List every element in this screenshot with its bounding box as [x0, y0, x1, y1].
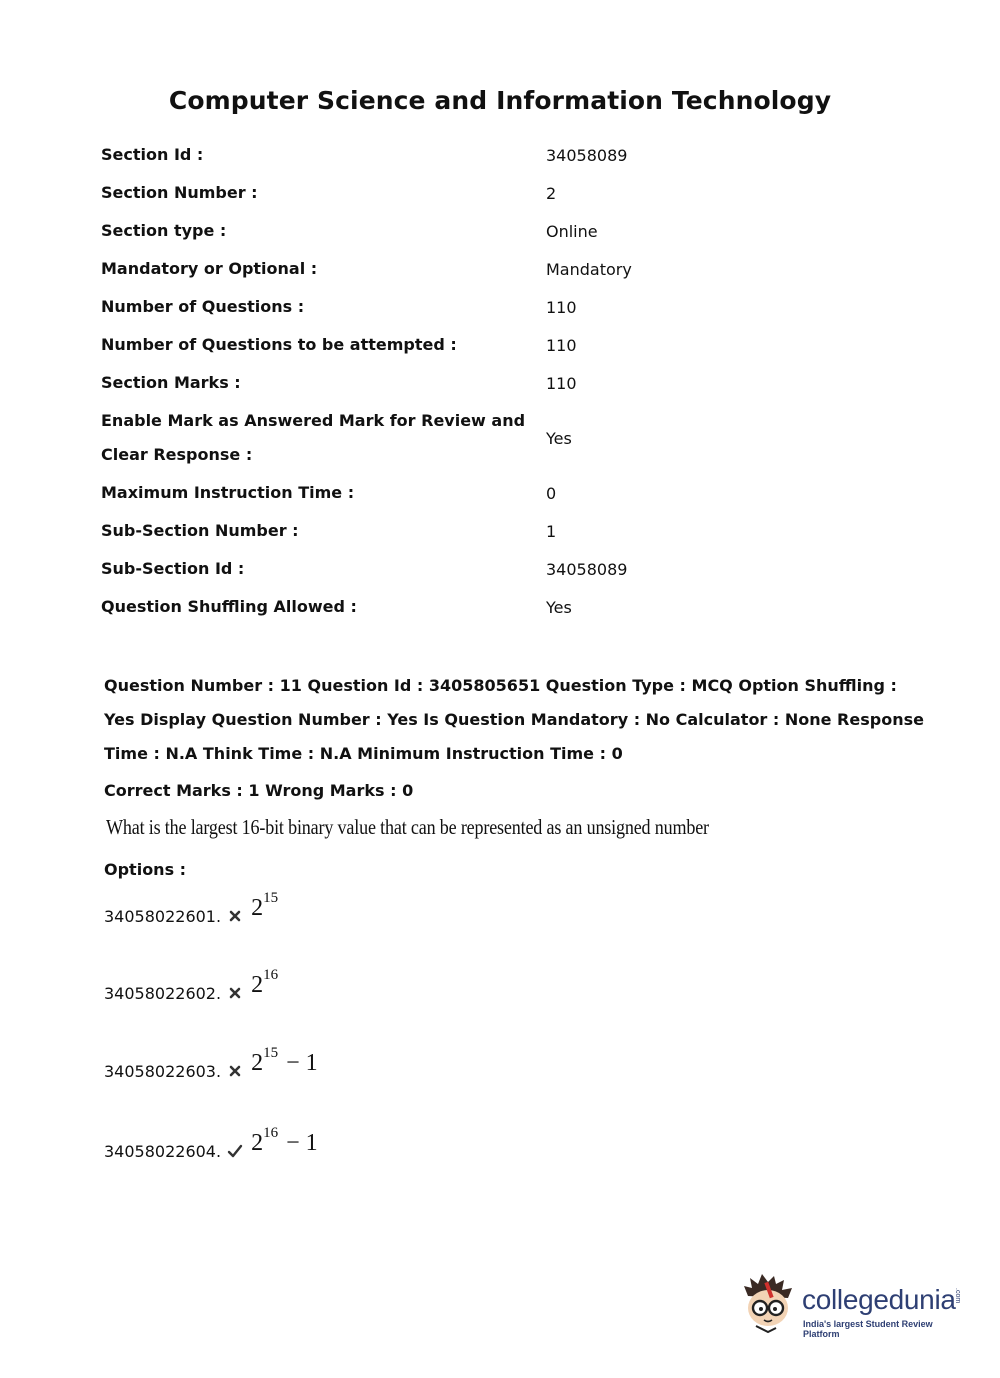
- info-row: [101, 174, 861, 212]
- info-label: Enable Mark as Answered Mark for Review and Clear Response :: [101, 411, 526, 464]
- info-row: [101, 588, 861, 626]
- cross-icon: [227, 985, 243, 1001]
- question-marks: Correct Marks : 1 Wrong Marks : 0: [104, 781, 414, 800]
- formula-base: 2: [251, 972, 264, 998]
- info-value: 1: [546, 521, 557, 541]
- info-value: Mandatory: [546, 259, 632, 279]
- formula-exponent: 15: [263, 1045, 279, 1061]
- info-row: [101, 326, 861, 364]
- formula-base: 2: [251, 1130, 264, 1156]
- info-value: 110: [546, 373, 577, 393]
- option-formula: [251, 967, 286, 999]
- page-title: Computer Science and Information Technology: [168, 86, 832, 115]
- info-value: 110: [546, 297, 577, 317]
- info-label: Section type :: [101, 221, 227, 240]
- option-item: [104, 967, 286, 1003]
- info-value: 110: [546, 335, 577, 355]
- logo-wordmark: collegedunia: [802, 1284, 956, 1315]
- formula-base: 2: [251, 895, 264, 921]
- formula-exponent: 16: [263, 967, 279, 983]
- option-formula: [251, 1045, 318, 1077]
- formula-base: 2: [251, 1050, 264, 1076]
- info-label: Number of Questions :: [101, 297, 305, 316]
- info-label: Section Marks :: [101, 373, 241, 392]
- info-row: [101, 512, 861, 550]
- section-info-table: [101, 136, 861, 626]
- mascot-icon: [740, 1272, 802, 1338]
- question-text: What is the largest 16-bit binary value that can be represented as an unsigned number: [106, 815, 709, 839]
- collegedunia-logo: [740, 1270, 970, 1340]
- info-value: 34058089: [546, 145, 628, 165]
- info-row: [101, 402, 861, 474]
- formula-exponent: 15: [263, 890, 279, 906]
- option-id: 34058022603.: [104, 1062, 222, 1081]
- info-value: Yes: [546, 597, 572, 617]
- info-value: 2: [546, 183, 557, 203]
- info-label: Number of Questions to be attempted :: [101, 335, 457, 354]
- info-value: Yes: [546, 428, 572, 448]
- option-id: 34058022602.: [104, 984, 222, 1003]
- info-label: Sub-Section Id :: [101, 559, 245, 578]
- formula-suffix: − 1: [286, 1130, 318, 1156]
- option-formula: [251, 1125, 318, 1157]
- option-item: [104, 1045, 318, 1081]
- info-label: Mandatory or Optional :: [101, 259, 318, 278]
- info-row: [101, 212, 861, 250]
- option-id: 34058022604.: [104, 1142, 222, 1161]
- info-label: Section Id :: [101, 145, 204, 164]
- info-label: Sub-Section Number :: [101, 521, 299, 540]
- info-row: [101, 550, 861, 588]
- option-item: [104, 1125, 318, 1161]
- info-row: [101, 364, 861, 402]
- logo-tagline: India's largest Student Review Platform: [803, 1319, 933, 1339]
- formula-suffix: − 1: [286, 1050, 318, 1076]
- cross-icon: [227, 908, 243, 924]
- check-icon: [227, 1143, 243, 1159]
- info-row: [101, 250, 861, 288]
- options-label: Options :: [104, 860, 187, 879]
- formula-exponent: 16: [263, 1125, 279, 1141]
- info-row: [101, 288, 861, 326]
- option-id: 34058022601.: [104, 907, 222, 926]
- info-label: Question Shuffling Allowed :: [101, 597, 357, 616]
- info-row: [101, 474, 861, 512]
- info-label: Section Number :: [101, 183, 258, 202]
- logo-domain: .com: [954, 1288, 961, 1304]
- info-value: 34058089: [546, 559, 628, 579]
- cross-icon: [227, 1063, 243, 1079]
- info-value: Online: [546, 221, 598, 241]
- info-value: 0: [546, 483, 557, 503]
- info-label: Maximum Instruction Time :: [101, 483, 355, 502]
- option-formula: [251, 890, 286, 922]
- question-header: Question Number : 11 Question Id : 3405805651 Question Type : MCQ Option Shuffling : Yes Display Question Number : Yes Is Question Mandatory : No Calculator : None Response Time : N.A Think Time : N.A Minimum Instruction Time : 0: [104, 676, 924, 763]
- option-item: [104, 890, 286, 926]
- info-row: [101, 136, 861, 174]
